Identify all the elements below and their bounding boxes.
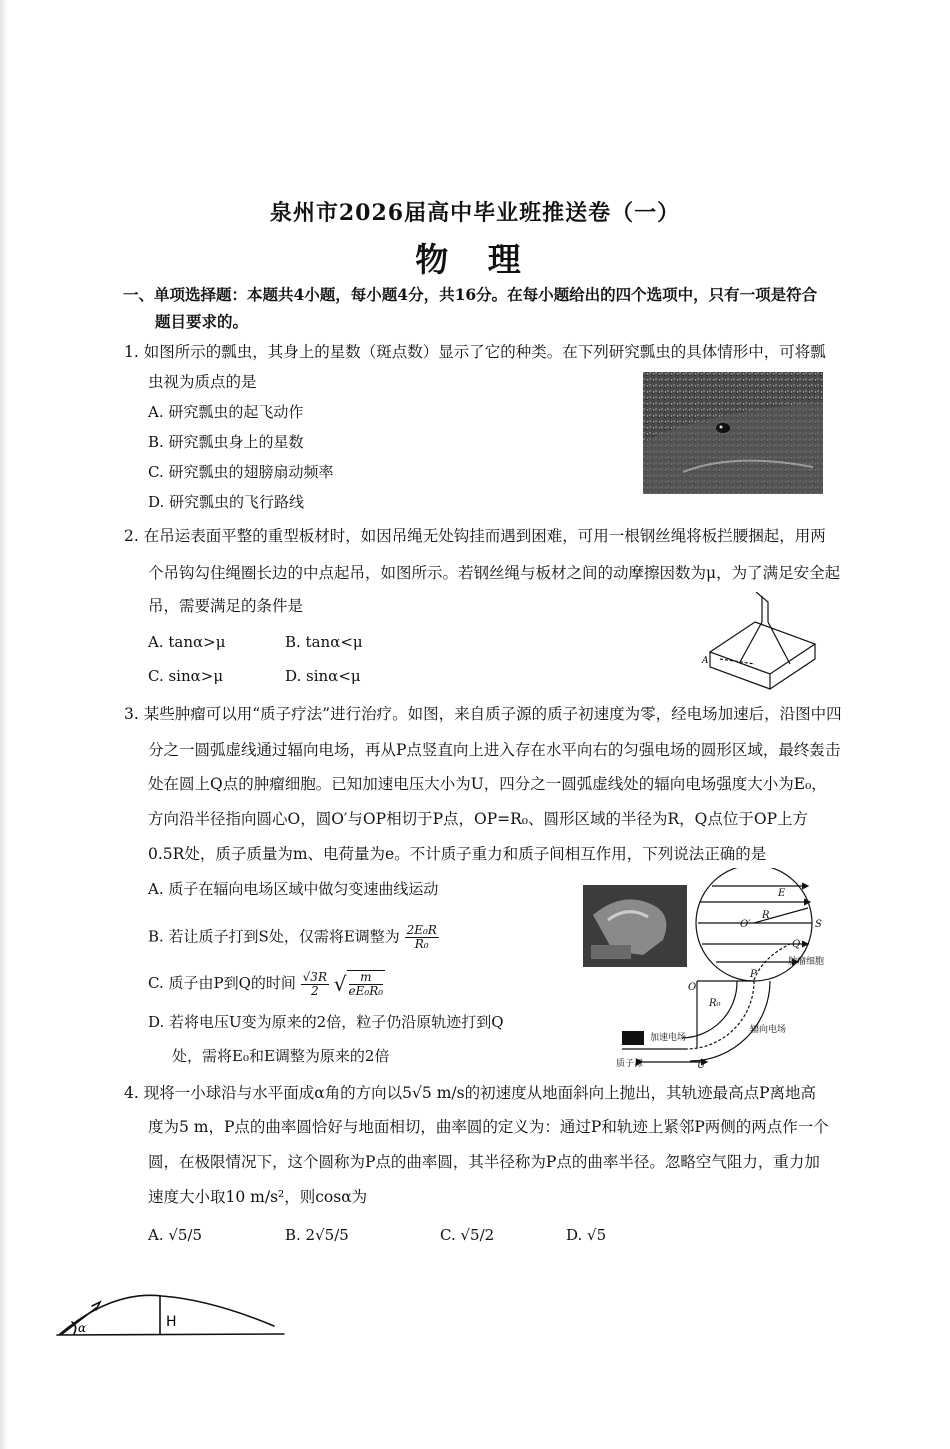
- q3-option-b-denominator: R₀: [414, 937, 429, 951]
- q1-option-a: A. 研究瓢虫的起飞动作: [148, 403, 304, 421]
- q2-figure-label: A: [702, 656, 709, 666]
- proton-source-block: [622, 1031, 644, 1045]
- q3-option-a: A. 质子在辐向电场区域中做匀变速曲线运动: [148, 880, 439, 898]
- diagram-label-P: P: [750, 969, 757, 980]
- q3-option-b-numerator: 2E₀R: [406, 923, 437, 937]
- q4-stem-line1: 4. 现将一小球沿与水平面成α角的方向以5√5 m/s的初速度从地面斜向上抛出，其轨迹最高点P离地高: [124, 1084, 817, 1102]
- q4-option-b: B. 2√5/5: [285, 1226, 349, 1244]
- q3-option-b-text: B. 若让质子打到S处，仅需将E调整为: [148, 927, 400, 946]
- handwritten-trajectory-sketch: [52, 1290, 292, 1350]
- q2-option-c: C. sinα>μ: [148, 667, 224, 685]
- q3-stem-line4: 方向沿半径指向圆心O，圆O′与OP相切于P点，OP=R₀、圆形区域的半径为R，Q点位于OP上方: [148, 810, 809, 828]
- q2-option-b: B. tanα<μ: [285, 633, 363, 651]
- diagram-label-R0: R₀: [709, 998, 721, 1009]
- section-heading-line1: 一、单项选择题：本题共4小题，每小题4分，共16分。在每小题给出的四个选项中，只有一项是符合: [123, 285, 818, 304]
- q2-option-d: D. sinα<μ: [285, 667, 361, 685]
- diagram-label-O-prime: O′: [740, 919, 751, 930]
- diagram-label-tumor: 肿瘤细胞: [788, 957, 825, 967]
- ladybug-photo: [643, 372, 823, 494]
- q4-stem-line2: 度为5 m，P点的曲率圆恰好与地面相切，曲率圆的定义为：通过P和轨迹上紧邻P两侧的两点作一个: [148, 1118, 829, 1136]
- exam-title: 泉州市2026届高中毕业班推送卷（一）: [269, 200, 681, 226]
- q2-stem-line2: 个吊钩勾住绳圈长边的中点起吊，如图所示。若钢丝绳与板材之间的动摩擦因数为μ，为了满足安全起: [148, 564, 841, 582]
- q4-stem-line4: 速度大小取10 m/s²，则cosα为: [148, 1188, 368, 1206]
- q1-option-c: C. 研究瓢虫的翅膀扇动频率: [148, 463, 334, 481]
- sketch-label-angle: α: [78, 1321, 87, 1335]
- q3-stem-line1: 3. 某些肿瘤可以用“质子疗法”进行治疗。如图，来自质子源的质子初速度为零，经电场加速后，沿图中四: [124, 705, 842, 723]
- q2-stem-line1: 2. 在吊运表面平整的重型板材时，如因吊绳无处钩挂而遇到困难，可用一根钢丝绳将板拦腰捆起，用两: [124, 527, 826, 545]
- radical-sign: √: [333, 972, 347, 996]
- q3-option-c-denominator: 2: [311, 983, 319, 998]
- diagram-label-U: U: [697, 1060, 706, 1070]
- q3-option-d-line2: 处，需将E₀和E调整为原来的2倍: [172, 1047, 390, 1065]
- q3-option-c-radicand: [347, 970, 386, 998]
- diagram-label-accel-field: 加速电场: [650, 1033, 687, 1043]
- q3-option-c-fraction: [301, 971, 329, 998]
- q3-option-c-numerator: √3R: [302, 969, 327, 984]
- q4-option-a: A. √5/5: [148, 1226, 203, 1244]
- q3-stem-line2: 分之一圆弧虚线通过辐向电场，再从P点竖直向上进入存在水平向右的匀强电场的圆形区域，最终轰击: [148, 741, 841, 759]
- proton-therapy-diagram: [612, 868, 840, 1070]
- q3-option-c: [148, 970, 385, 998]
- q4-option-c: C. √5/2: [440, 1226, 495, 1244]
- q3-option-b: [148, 924, 439, 951]
- section-heading-line2: 题目要求的。: [155, 312, 249, 331]
- q1-stem-line2: 虫视为质点的是: [148, 373, 257, 391]
- q3-stem-line3: 处在圆上Q点的肿瘤细胞。已知加速电压大小为U，四分之一圆弧虚线处的辐向电场强度大小为E₀，: [148, 775, 827, 793]
- q3-option-c-rad-denominator: eE₀R₀: [348, 984, 384, 998]
- diagram-label-S: S: [815, 919, 822, 930]
- q2-stem-line3: 吊，需要满足的条件是: [148, 597, 304, 615]
- q1-stem-line1: 1. 如图所示的瓢虫，其身上的星数（斑点数）显示了它的种类。在下列研究瓢虫的具体情形中，可将瓢: [124, 343, 826, 361]
- diagram-label-E: E: [778, 888, 786, 899]
- q3-option-c-text: C. 质子由P到Q的时间: [148, 974, 296, 992]
- q1-option-d: D. 研究瓢虫的飞行路线: [148, 493, 305, 511]
- q2-option-a: A. tanα>μ: [148, 633, 226, 651]
- sketch-label-h: H: [166, 1314, 177, 1330]
- diagram-label-O: O: [688, 982, 697, 993]
- diagram-label-radial-field: 辐向电场: [750, 1025, 787, 1035]
- q3-stem-line5: 0.5R处，质子质量为m、电荷量为e。不计质子重力和质子间相互作用，下列说法正确的是: [148, 845, 767, 863]
- diagram-label-proton-source: 质子源: [616, 1059, 644, 1069]
- q4-stem-line3: 圆，在极限情况下，这个圆称为P点的曲率圆，其半径称为P点的曲率半径。忽略空气阻力，重力加: [148, 1153, 820, 1171]
- plate-lifting-figure: [700, 592, 820, 694]
- q1-option-b: B. 研究瓢虫身上的星数: [148, 433, 304, 451]
- subject-title: 物 理: [415, 240, 535, 279]
- diagram-label-Q: Q: [792, 939, 801, 950]
- q4-option-d: D. √5: [566, 1226, 607, 1244]
- q3-option-d-line1: D. 若将电压U变为原来的2倍，粒子仍沿原轨迹打到Q: [148, 1013, 504, 1031]
- q3-option-b-fraction: [405, 924, 439, 951]
- q3-option-c-rad-numerator: m: [349, 971, 384, 985]
- diagram-label-R: R: [762, 910, 770, 921]
